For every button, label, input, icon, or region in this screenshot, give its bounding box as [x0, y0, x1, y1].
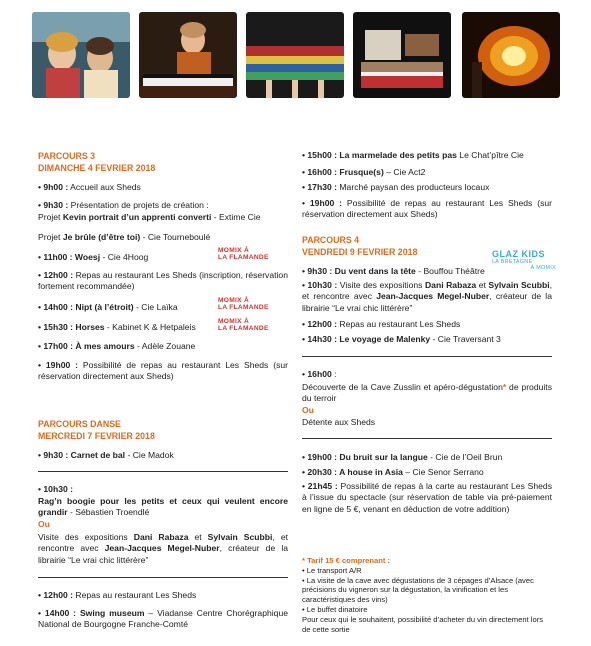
price-note-title: * Tarif 15 € comprenant :	[302, 556, 391, 565]
price-note-item: • Le transport A/R	[302, 565, 362, 575]
price-note-item: • Le buffet dinatoire	[302, 604, 368, 614]
schedule-item: • 9h30 : Présentation de projets de création :	[38, 200, 209, 210]
divider	[302, 438, 552, 439]
schedule-item: • 10h30 : Visite des expositions Dani Rabaza et Sylvain Scubbi, et rencontre avec Jean-Jacques Megel-Nuber, créateur de la librairie “Le vrai chic littérère”	[302, 280, 552, 313]
photo-children	[32, 12, 130, 98]
parcours4-title: PARCOURS 4	[302, 235, 360, 245]
price-note	[302, 556, 552, 634]
schedule-item: • 15h30 : Horses - Kabinet K & Hetpaleis	[38, 322, 196, 332]
schedule-item: • 14h30 : Le voyage de Malenky - Cie Traversant 3	[302, 334, 501, 344]
schedule-item: • 19h00 : Possibilité de repas au restaurant Les Sheds (sur réservation directement aux Sheds)	[38, 360, 289, 382]
divider	[302, 356, 552, 357]
photo-pianist	[139, 12, 237, 98]
schedule-item: • 21h45 : Possibilité de repas à la carte au restaurant Les Sheds à l’issue du spectacle (sur réservation de table via pré-paiement en ligne de 5 €, venant en déduction de votre addition)	[302, 481, 552, 514]
parcours4-date: VENDREDI 9 FEVRIER 2018	[302, 247, 418, 257]
schedule-item: • 9h30 : Carnet de bal - Cie Madok	[38, 450, 174, 460]
schedule-item: • 15h00 : La marmelade des petits pas Le Chat’pître Cie	[302, 150, 524, 160]
parcours3-date: DIMANCHE 4 FEVRIER 2018	[38, 163, 156, 173]
schedule-item: Rag’n boogie pour les petits et ceux qui veulent encore grandir - Sébastien Troendlé	[38, 496, 288, 518]
danse-header	[38, 418, 288, 442]
schedule-item: • 17h00 : À mes amours - Adèle Zouane	[38, 341, 196, 351]
schedule-item: • 14h00 : Swing museum – Viadanse Centre Chorégraphique National de Bourgogne Franche-Comté	[38, 608, 288, 630]
schedule-item: • 12h00 : Repas au restaurant Les Sheds (inscription, réservation fortement recommandée)	[38, 270, 288, 292]
divider	[38, 471, 288, 472]
price-note-item: Pour ceux qui le souhaitent, possibilité d’acheter du vin directement lors de cette sortie	[302, 614, 544, 634]
schedule-item: Projet Je brûle (d’être toi) - Cie Tourneboulé	[38, 232, 211, 242]
momix-logo: MOMIX À LA FLAMANDE	[218, 318, 269, 332]
schedule-item: • 17h30 : Marché paysan des producteurs locaux	[302, 182, 490, 192]
schedule-item: Visite des expositions Dani Rabaza et Sylvain Scubbi, et rencontre avec Jean-Jacques Megel-Nuber, créateur de la librairie “Le vrai chic littérère”	[38, 532, 289, 565]
price-note-item: • La visite de la cave avec dégustations de 3 cépages d’Alsace (avec précisions du vigneron sur la dégustation, la vinification et les caractéristiques des vins)	[302, 575, 534, 605]
or-label: Ou	[302, 405, 314, 415]
parcours3-title: PARCOURS 3	[38, 151, 96, 161]
divider	[38, 577, 288, 578]
schedule-item: • 9h00 : Accueil aux Sheds	[38, 182, 141, 192]
or-label: Ou	[38, 519, 50, 529]
schedule-item: Découverte de la Cave Zusslin et apéro-dégustation* de produits du terroir	[302, 382, 552, 404]
schedule-item: • 16h00 :	[302, 369, 337, 379]
schedule-item: • 20h30 : A house in Asia – Cie Senor Serrano	[302, 467, 484, 477]
photo-fire-stage	[462, 12, 560, 98]
schedule-item: • 14h00 : Nipt (à l’étroit) - Cie Laïka	[38, 302, 178, 312]
photo-strip	[32, 12, 560, 98]
momix-logo: MOMIX À LA FLAMANDE	[218, 247, 269, 261]
danse-date: MERCREDI 7 FEVRIER 2018	[38, 431, 155, 441]
schedule-item: Détente aux Sheds	[302, 417, 376, 427]
schedule-item: • 19h00 : Du bruit sur la langue - Cie de l’Oeil Brun	[302, 452, 503, 462]
schedule-item: • 16h00 : Frusque(s) – Cie Act2	[302, 167, 426, 177]
danse-title: PARCOURS DANSE	[38, 419, 121, 429]
schedule-item: • 19h00 : Possibilité de repas au restaurant Les Sheds (sur réservation directement aux Sheds)	[302, 198, 553, 220]
photo-dancers-fabric	[246, 12, 344, 98]
photo-market-stall	[353, 12, 451, 98]
schedule-item: • 9h30 : Du vent dans la tête - Bouffou Théâtre	[302, 266, 485, 276]
schedule-item: • 10h30 :	[38, 484, 74, 494]
momix-logo: MOMIX À LA FLAMANDE	[218, 297, 269, 311]
schedule-item: • 12h00 : Repas au restaurant Les Sheds	[302, 319, 461, 329]
schedule-item: • 12h00 : Repas au restaurant Les Sheds	[38, 590, 197, 600]
schedule-item: • 11h00 : Woesj - Cie 4Hoog	[38, 252, 149, 262]
glaz-kids-logo: GLAZ KIDS LA BRETAGNE À MOMIX	[492, 249, 556, 271]
schedule-item: Projet Kevin portrait d’un apprenti converti - Extime Cie	[38, 212, 261, 222]
parcours3-header	[38, 150, 288, 174]
